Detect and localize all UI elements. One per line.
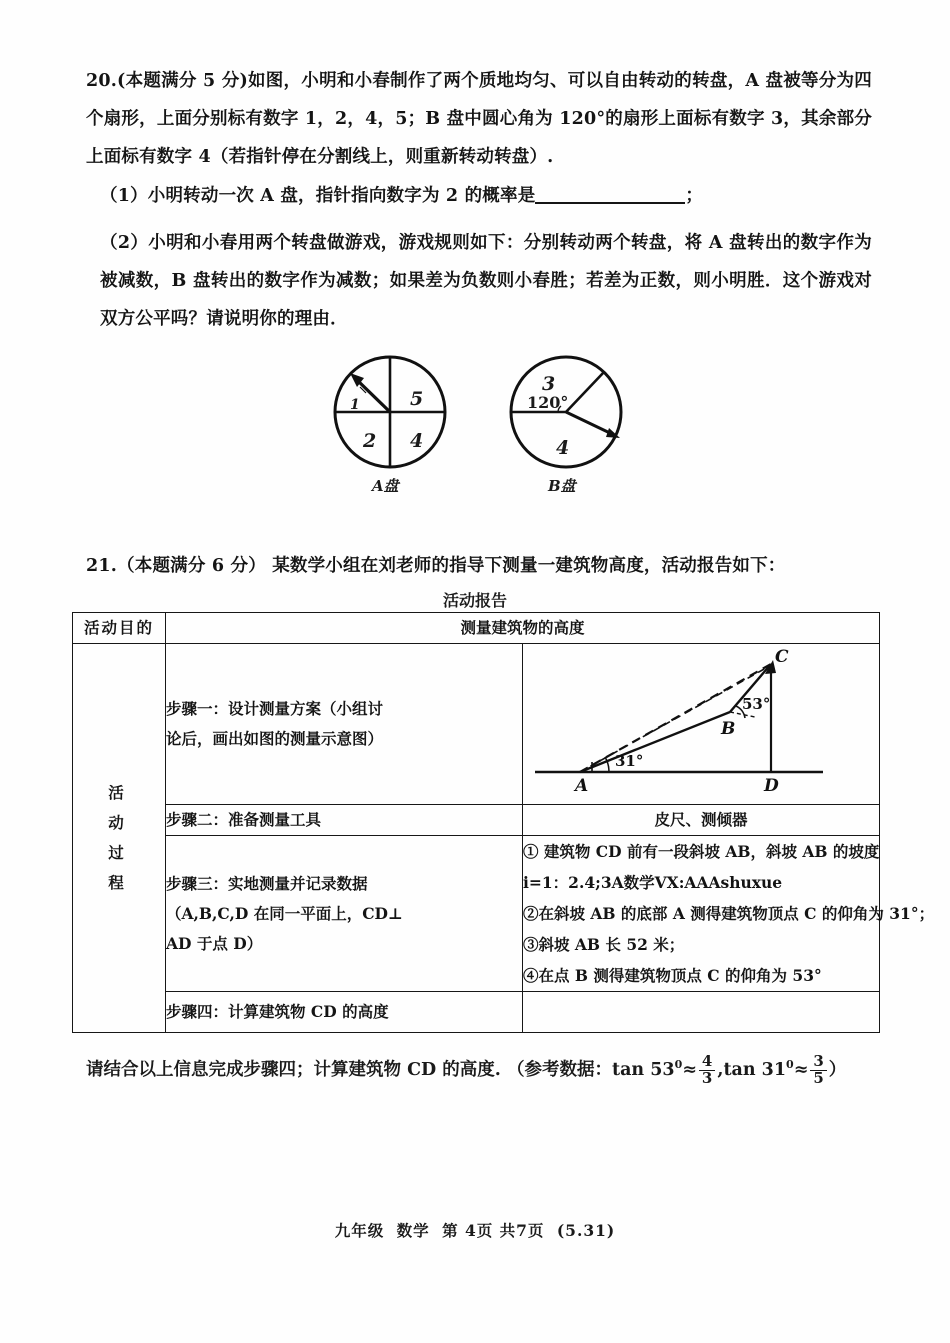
footer-grade: 九年级 (334, 1221, 385, 1240)
process-char-3: 过 (108, 843, 130, 862)
table-row-step2 (73, 805, 880, 836)
spinner-b-caption: B盘 (548, 477, 576, 495)
step2-line: 步骤二：准备测量工具 (166, 810, 322, 829)
process-char-1: 活 (108, 783, 130, 802)
measurement-diagram-svg (523, 644, 950, 794)
q20-part1 (100, 178, 880, 214)
q21-closing-line (86, 1048, 886, 1087)
cell-step3-text (166, 836, 523, 992)
step1-line1: 步骤一：设计测量方案（小组讨 (166, 699, 384, 718)
cell-step4-text (166, 992, 523, 1033)
page-footer (0, 1219, 950, 1241)
spinners-svg (320, 345, 650, 505)
spinner-figures (320, 345, 650, 505)
diagram-label-b: B (721, 719, 736, 739)
q20-part1-suffix: ； (685, 186, 704, 206)
tan31-sup: 0 (786, 1058, 794, 1071)
process-char-4: 程 (108, 873, 130, 892)
diagram-label-d: D (764, 776, 779, 794)
q20-part1-text: （1）小明转动一次 A 盘，指针指向数字为 2 的概率是 (100, 186, 536, 206)
fraction-4-3-denominator: 3 (699, 1070, 715, 1087)
closing-text-before: 请结合以上信息完成步骤四；计算建筑物 CD 的高度. （参考数据： (86, 1059, 612, 1080)
table-row-step3 (73, 836, 880, 992)
fraction-3-5 (810, 1054, 826, 1087)
cell-step2-text (166, 805, 523, 836)
q20-part2: （2）小明和小春用两个转盘做游戏，游戏规则如下：分别转动两个转盘，将 A 盘转出的数字作为被减数，B 盘转出的数字作为减数；如果差为负数则小春胜；若差为正数，则小明胜．这个游戏对双方公平吗？请说明你的理由． (100, 233, 872, 329)
footer-code: (5.31) (556, 1221, 616, 1240)
step3-line2: （A,B,C,D 在同一平面上，CD⊥ (166, 903, 403, 923)
diagram-label-c: C (775, 647, 789, 667)
spinner-b-sector-4: 4 (556, 437, 570, 459)
cell-purpose-value: 测量建筑物的高度 (166, 613, 880, 644)
step3-line1: 步骤三：实地测量并记录数据 (166, 873, 368, 893)
diagram-label-a: A (575, 776, 589, 794)
fraction-3-5-numerator: 3 (813, 1052, 824, 1071)
q21-stem: 21.（本题满分 6 分） 某数学小组在刘老师的指导下测量一建筑物高度，活动报告如下： (86, 556, 786, 576)
footer-page: 第 4页 共7页 (442, 1221, 545, 1240)
spinner-a-sector-4: 4 (410, 430, 424, 452)
step3-data-3: ②在斜坡 AB 的底部 A 测得建筑物顶点 C 的仰角为 31°； (523, 904, 935, 923)
step3-data-4: ③斜坡 AB 长 52 米； (523, 935, 685, 954)
table-row-step4 (73, 992, 880, 1033)
process-char-2: 动 (108, 813, 130, 832)
table-row-purpose (73, 613, 880, 644)
answer-blank-probability[interactable] (535, 202, 685, 204)
fraction-3-5-denominator: 5 (810, 1070, 826, 1087)
closing-text-after: ） (828, 1059, 847, 1080)
approx-2: ≈ (793, 1059, 809, 1080)
cell-step1-text (166, 644, 523, 805)
tan53-sup: 0 (674, 1058, 683, 1071)
fraction-4-3-numerator: 4 (701, 1052, 713, 1071)
step3-data-5: ④在点 B 测得建筑物顶点 C 的仰角为 53° (523, 966, 822, 985)
report-title: 活动报告 (442, 591, 507, 610)
spinner-b-sector-3: 3 (542, 373, 556, 395)
spinner-a-sector-1: 1 (350, 397, 360, 413)
cell-process-label (73, 644, 166, 1033)
cell-step2-value: 皮尺、测倾器 (523, 805, 880, 836)
step4-line: 步骤四：计算建筑物 CD 的高度 (166, 1002, 389, 1021)
tan31-label: tan 31 (723, 1059, 787, 1080)
table-row-step1 (73, 644, 880, 805)
tan53-label: tan 53 (611, 1059, 675, 1080)
q20-stem: 20.(本题满分 5 分)如图，小明和小春制作了两个质地均匀、可以自由转动的转盘，A 盘被等分为四个扇形，上面分别标有数字 1，2，4，5；B 盘中圆心角为 120°的扇形上面标有数字 3，其余部分上面标有数字 4（若指针停在分割线上，则重新转动转盘）. (86, 71, 872, 167)
cell-measurement-diagram (523, 644, 880, 805)
diagram-angle-b: 53° (742, 695, 771, 713)
closing-comma: , (717, 1059, 724, 1080)
approx-1: ≈ (682, 1059, 697, 1080)
step3-line3: AD 于点 D） (166, 933, 263, 953)
step3-data-2: i=1：2.4;3A数学VX:AAAshuxue (523, 873, 783, 892)
footer-subject: 数学 (396, 1221, 430, 1240)
step3-data-1: ① 建筑物 CD 前有一段斜坡 AB，斜坡 AB 的坡度 (523, 842, 880, 861)
activity-report-table (72, 612, 935, 1033)
spinner-b-angle-120: 120° (527, 393, 569, 412)
diagram-angle-a: 31° (615, 752, 644, 770)
spinner-a-sector-5: 5 (410, 388, 424, 410)
spinner-a-sector-2: 2 (363, 430, 377, 452)
cell-step4-answer[interactable] (523, 992, 880, 1033)
cell-step3-data (523, 836, 935, 992)
fraction-4-3 (699, 1054, 715, 1087)
spinner-a-caption: A盘 (372, 477, 399, 495)
step1-line2: 论后，画出如图的测量示意图） (166, 729, 384, 748)
cell-purpose-label: 活动目的 (73, 613, 166, 644)
